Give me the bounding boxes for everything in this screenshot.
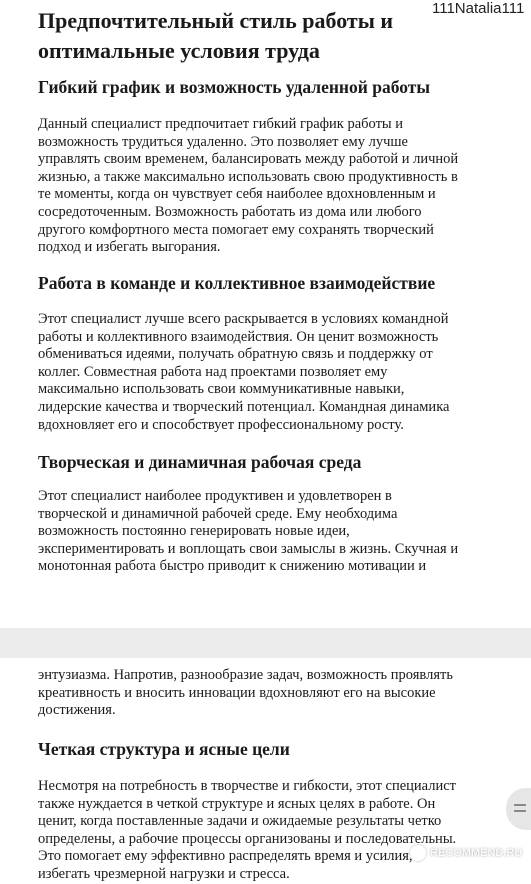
watermark xyxy=(410,845,522,861)
section-heading-teamwork: Работа в команде и коллективное взаимодействие xyxy=(38,273,436,293)
section-text-teamwork: Этот специалист лучше всего раскрывается в условиях командной работы и коллективного взаимодействия. Он ценит возможность обмениваться идеями, получать обратную связь и поддержку от коллег. Совместная работа над проектами позволяет ему максимально использовать свои коммуникативные навыки, лидерские качества и творческий потенциал. Командная динамика вдохновляет его и способствует профессиональному росту. xyxy=(38,311,450,433)
section-text-creative-continuation: энтузиазма. Напротив, разнообразие задач, возможность проявлять креативность и вносить инновации вдохновляют его на высокие достижения. xyxy=(38,667,453,719)
section-text-structure: Несмотря на потребность в творчестве и гибкости, этот специалист также нуждается в четкой структуре и ясных целях в работе. Он ценит, когда поставленные задачи и ожидаемые результаты четко определены, а рабочие процессы организованы и последовательны. Это помогает ему эффективно распределять время и усилия, избегать чрезмерной нагрузки и стресса. xyxy=(38,778,457,882)
page-title: Предпочтительный стиль работы и оптимальные условия труда xyxy=(38,8,394,63)
watermark-text: RECOMMEND.RU xyxy=(430,846,523,859)
section-heading-structure: Четкая структура и ясные цели xyxy=(38,739,290,759)
watermark-logo-icon xyxy=(410,845,426,861)
section-text-flexible: Данный специалист предпочитает гибкий график работы и возможность трудиться удаленно. Это позволяет ему лучше управлять своим временем, балансировать между работой и личной жизнью, а также максимально использовать свою продуктивность в те моменты, когда он чувствует себя наиболее вдохновленным и сосредоточенным. Возможность работать из дома или любого другого комфортного места помогает ему сохранять творческий подход и избегать выгорания. xyxy=(38,116,459,256)
menu-icon-line xyxy=(514,810,526,812)
section-heading-flexible: Гибкий график и возможность удаленной работы xyxy=(38,77,430,97)
username-label[interactable]: 111Natalia111 xyxy=(432,0,525,17)
section-heading-creative: Творческая и динамичная рабочая среда xyxy=(38,452,362,472)
screenshot-divider xyxy=(0,628,531,658)
menu-icon xyxy=(514,804,526,806)
section-text-creative: Этот специалист наиболее продуктивен и удовлетворен в творческой и динамичной рабочей среде. Ему необходима возможность постоянно генерировать новые идеи, экспериментировать и воплощать свои замыслы в жизнь. Скучная и монотонная работа быстро приводит к снижению мотивации и xyxy=(38,488,459,575)
scroll-handle[interactable] xyxy=(506,788,531,830)
